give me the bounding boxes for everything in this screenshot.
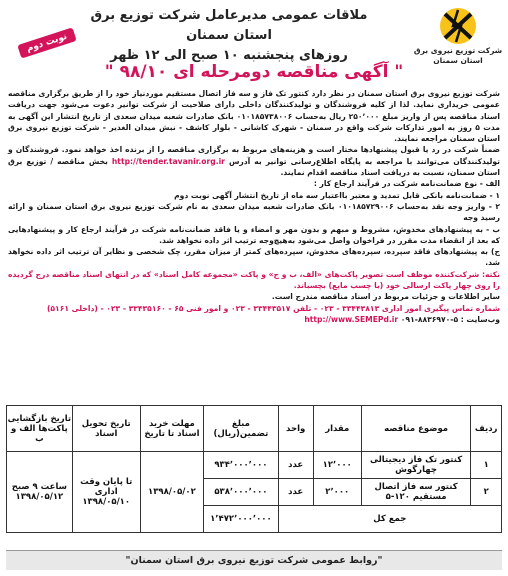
header-delivery: تاریخ تحویل اسناد [72, 406, 140, 452]
footer-credit: "روابط عمومی شرکت توزیع نیروی برق استان سمنان" [6, 550, 502, 570]
paragraph-details: سایر اطلاعات و جزئیات مربوط در اسناد مناقصه مندرج است. [271, 292, 500, 302]
row-amount: ۹۳۴٬۰۰۰٬۰۰۰ [204, 452, 278, 479]
header-deadline: مهلت خرید اسناد تا تاریخ [140, 406, 204, 452]
deadline-cell: ۱۳۹۸/۰۵/۰۲ [140, 452, 204, 533]
row-subject: کنتور تک فاز دیجیتالی چهارگوش [361, 452, 471, 479]
paragraph-intro: شرکت توزیع نیروی برق استان سمنان در نظر دارد کنتور تک فاز و سه فاز اتصال مستقیم موردنیاز خود را از طریق برگزاری مناقصه عمومی خریداری نماید. لذا از کلیه فروشندگان و تولیدکنندگان داخلی دارای صلاحیت از شرکت توانیر دعوت می‌شود جهت دریافت اسناد مناقصه پس از واریز مبلغ ۲۵۰٬۰۰۰ ریال به‌حساب ۰۱۰۱۸۵۷۳۸۰۰۶ بانک صادرات شعبه میدان سعدی از تاریخ انتشار این آگهی به مدت ۵ روز به امور تدارکات شرکت واقع در سمنان - شهرک کاشانی - بلوار کاشف - نبش میدان الغدیر - شرکت توزیع نیروی برق استان سمنان مراجعه نمایند. [8, 89, 500, 144]
rights-text-2: بخش مناقصه / توزیع برق استان سمنان، نسبت به دریافت اسناد مناقصه اقدام نمایند. [8, 156, 500, 178]
website-label: وب‌سایت : [460, 314, 500, 324]
company-logo [412, 6, 504, 68]
website-phone: ۰۹۱-۸۸۳۶۹۷۰-۵ [400, 314, 459, 324]
tender-body [8, 88, 500, 325]
paragraph-guarantee-1: ۱ - ضمانت‌نامه بانکی قابل تمدید و معتبر بااعتبار سه ماه از تاریخ انتشار آگهی نوبت دوم [174, 190, 500, 200]
website-link[interactable]: http://www.SEMEPd.ir [304, 314, 399, 324]
opening-cell: ساعت ۹ صبح ۱۳۹۸/۰۵/۱۲ [7, 452, 73, 533]
tender-title: " آگهی مناقصه دومرحله ای ۹۸/۱۰ " [104, 62, 404, 82]
paragraph-deposit: ج) به پیشنهادهای فاقد سپرده، سپرده‌های مخدوش، سپرده‌های کمتر از میزان مقرر، چک شخصی و نظایر آن ترتیب اثر داده نخواهد شد. [8, 247, 500, 268]
row-unit: عدد [278, 452, 313, 479]
row-quantity: ۲٬۰۰۰ [313, 479, 361, 506]
paragraph-website [8, 314, 500, 325]
meeting-line1: ملاقات عمومی مدیرعامل شرکت توزیع برق استان سمنان [90, 8, 368, 43]
header-row-number: ردیف [471, 406, 502, 452]
row-number: ۲ [471, 479, 502, 506]
paragraph-invalid: ب - به پیشنهادهای مخدوش، مشروط و مبهم و بدون مهر و امضاء و یا فاقد ضمانت‌نامه شرکت در فرآیند ارجاع کار و پیشنهادهایی که بعد از انقضاء مدت مقرر در فراخوان واصل می‌شود به‌هیچ‌وجه ترتیب اثر داده نخواهد شد. [8, 224, 500, 245]
header-quantity: مقدار [313, 406, 361, 452]
row-quantity: ۱۲٬۰۰۰ [313, 452, 361, 479]
row-number: ۱ [471, 452, 502, 479]
row-amount: ۵۳۸٬۰۰۰٬۰۰۰ [204, 479, 278, 506]
row-subject: کنتور سه فاز اتصال مستقیم ۱۲۰-۵ [361, 479, 471, 506]
total-label: جمع کل [278, 506, 501, 533]
header-opening: تاریخ بازگشایی پاکت‌ها الف و ب [7, 406, 73, 452]
logo-line2: استان سمنان [433, 56, 483, 65]
rights-text: ضمناً شرکت در رد یا قبول پیشنهادها مختار است و هزینه‌های مربوط به برگزاری مناقصه را از برنده اخذ خواهد نمود. فروشندگان و تولیدکنندگان می‌توانند با مراجعه به پایگاه اطلاع‌رسانی توانیر به آدرس [8, 145, 500, 166]
header-unit: واحد [278, 406, 313, 452]
header-subject: موضوع مناقصه [361, 406, 471, 452]
round-badge: نوبت دوم [17, 27, 76, 58]
delivery-cell: تا پایان وقت اداری ۱۳۹۸/۰۵/۱۰ [72, 452, 140, 533]
paragraph-guarantee-type: الف - نوع ضمانت‌نامه شرکت در فرآیند ارجاع کار : [313, 179, 500, 189]
paragraph-rights [8, 144, 500, 178]
tender-table [6, 405, 502, 547]
paragraph-guarantee-2: ۲ - واریز وجه نقد به‌حساب ۰۱۰۱۸۵۷۲۹۰۰۶ بانک صادرات شعبه میدان سعدی به نام شرکت توزیع نیروی برق استان سمنان و ارائه رسید وجه [8, 201, 500, 223]
paragraph-note: نکته: شرکت‌کننده موظف است تصویر پاکت‌های «الف، ب و ج» و پاکت «مجموعه کامل اسناد» که در انتهای اسناد مناقصه درج گردیده را روی چهار پاکت ارسالی خود (با چسب مایع) بچسباند. [8, 269, 500, 291]
table-header-row [7, 406, 502, 452]
meeting-line2: روزهای پنجشنبه ۱۰ صبح الی ۱۲ ظهر [110, 48, 348, 63]
total-amount: ۱٬۴۷۲٬۰۰۰٬۰۰۰ [204, 506, 278, 533]
table-row [7, 452, 502, 479]
logo-line1: شرکت توزیع نیروی برق [413, 46, 503, 55]
row-unit: عدد [278, 479, 313, 506]
tender-link[interactable]: http://tender.tavanir.org.ir [111, 156, 225, 166]
paragraph-contact: شماره تماس پیگیری امور اداری ۳۳۴۴۳۸۱۳ - ۰۲۳ - تلفن ۳۳۴۴۳۵۱۷ - ۰۲۳ و امور فنی ۶۵ - ۳۳۴۳۵۱۶۰ - ۰۲۳ - (داخلی ۵۱۶۱) [46, 303, 500, 313]
meeting-info [74, 6, 384, 66]
header [4, 6, 504, 65]
power-logo-icon [433, 6, 483, 46]
header-guarantee: مبلغ تضمین(ریال) [204, 406, 278, 452]
